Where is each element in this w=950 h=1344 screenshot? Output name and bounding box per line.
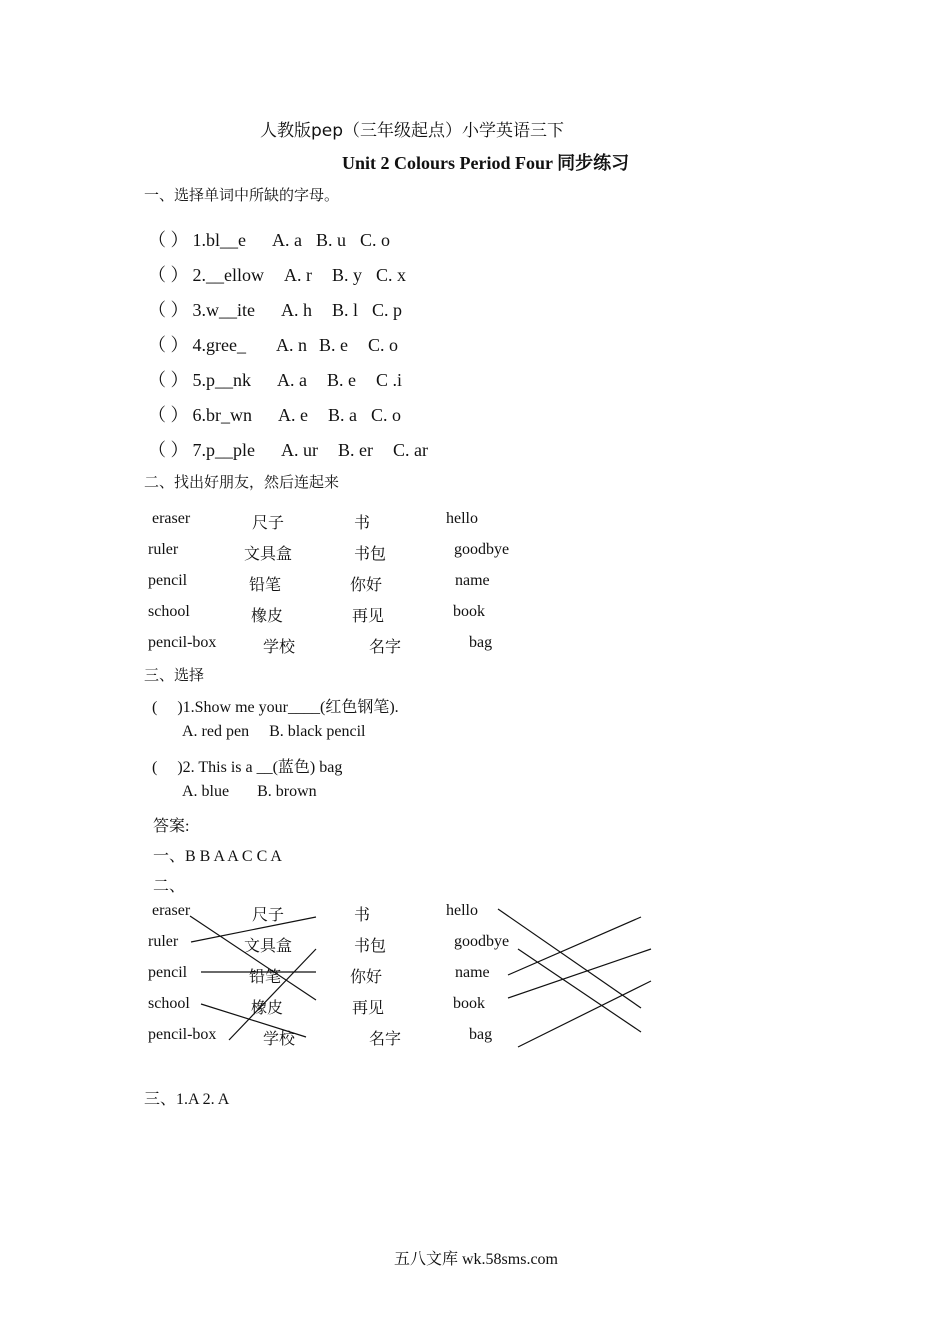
- answers-heading: 答案:: [153, 818, 190, 835]
- match-line: [498, 909, 641, 1008]
- option-c: C .i: [376, 370, 403, 390]
- page-title: 人教版pep（三年级起点）小学英语三下: [260, 121, 565, 141]
- option-c: C. o: [360, 230, 391, 250]
- match-word: hello: [446, 902, 478, 919]
- match-word: 名字: [369, 639, 402, 656]
- option-c: C. p: [372, 300, 403, 320]
- match-line: [201, 1004, 306, 1037]
- match-line: [518, 949, 641, 1032]
- answer-paren: （ ）: [148, 370, 189, 390]
- match-word: 再见: [352, 608, 385, 625]
- choice-options-2: A. blue B. brown: [182, 783, 317, 800]
- match-word: goodbye: [454, 541, 510, 558]
- match-word: goodbye: [454, 933, 510, 950]
- option-a: A. r: [284, 265, 312, 285]
- question-word: 4.gree_: [192, 335, 246, 355]
- answer-section2-label: 二、: [153, 878, 186, 895]
- match-line: [518, 981, 651, 1047]
- answer-paren: （ ）: [148, 405, 189, 425]
- match-word: 你好: [350, 969, 383, 986]
- match-word: 名字: [369, 1031, 402, 1048]
- answer-section3: 三、1.A 2. A: [144, 1091, 230, 1108]
- option-a: A. e: [278, 405, 308, 425]
- match-word: pencil-box: [148, 634, 217, 651]
- match-word: book: [453, 995, 485, 1012]
- match-word: hello: [446, 510, 478, 527]
- answer-paren: （ ）: [148, 265, 189, 285]
- match-word: 书包: [354, 546, 387, 563]
- answer-paren: （ ）: [148, 440, 189, 460]
- match-word: 学校: [263, 1031, 296, 1048]
- section3-heading: 三、选择: [144, 668, 205, 684]
- match-word: bag: [469, 1026, 493, 1043]
- match-word: 书: [354, 907, 371, 924]
- option-c: C. x: [376, 265, 407, 285]
- page-subtitle: Unit 2 Colours Period Four 同步练习: [342, 153, 630, 173]
- match-word: name: [455, 572, 490, 589]
- answer-paren: （ ）: [148, 335, 189, 355]
- option-b: B. er: [338, 440, 373, 460]
- match-word: pencil-box: [148, 1026, 217, 1043]
- option-a: A. ur: [281, 440, 318, 460]
- option-c: C. o: [367, 335, 398, 355]
- choice-question-2: ( )2. This is a __(蓝色) bag: [152, 759, 343, 776]
- option-b: B. y: [332, 265, 363, 285]
- match-word: school: [148, 603, 190, 620]
- match-word: 书: [354, 515, 371, 532]
- question-word: 7.p__ple: [192, 440, 255, 460]
- match-word: 文具盒: [244, 938, 293, 955]
- match-word: 铅笔: [249, 969, 282, 986]
- option-a: A. a: [272, 230, 302, 250]
- option-a: A. h: [281, 300, 312, 320]
- match-word: 再见: [352, 1000, 385, 1017]
- match-word: eraser: [152, 510, 191, 527]
- section2-heading: 二、找出好朋友，然后连起来: [144, 475, 340, 491]
- answer-paren: （ ）: [148, 230, 189, 250]
- match-word: school: [148, 995, 190, 1012]
- option-b: B. e: [318, 335, 348, 355]
- question-word: 3.w__ite: [192, 300, 255, 320]
- match-word: ruler: [148, 933, 179, 950]
- match-word: pencil: [148, 572, 188, 589]
- match-line: [190, 916, 316, 1000]
- match-word: 铅笔: [249, 577, 282, 594]
- match-word: 尺子: [252, 515, 285, 532]
- question-word: 5.p__nk: [192, 370, 251, 390]
- match-word: eraser: [152, 902, 191, 919]
- match-word: 尺子: [252, 907, 285, 924]
- match-line: [508, 917, 641, 975]
- option-c: C. o: [371, 405, 402, 425]
- match-word: 学校: [263, 639, 296, 656]
- match-word: 橡皮: [251, 1000, 284, 1017]
- section1-heading: 一、选择单词中所缺的字母。: [144, 188, 340, 204]
- match-word: 你好: [350, 577, 383, 594]
- question-word: 6.br_wn: [192, 405, 252, 425]
- match-word: bag: [469, 634, 493, 651]
- footer-watermark: 五八文库 wk.58sms.com: [394, 1251, 559, 1268]
- match-word: pencil: [148, 964, 188, 981]
- match-word: 文具盒: [244, 546, 293, 563]
- choice-question-1: ( )1.Show me your____(红色钢笔).: [152, 699, 399, 716]
- option-c: C. ar: [393, 440, 428, 460]
- answer-paren: （ ）: [148, 300, 189, 320]
- match-word: ruler: [148, 541, 179, 558]
- option-b: B. e: [327, 370, 356, 390]
- match-word: 书包: [354, 938, 387, 955]
- option-b: B. u: [316, 230, 347, 250]
- option-a: A. a: [277, 370, 307, 390]
- question-word: 2.__ellow: [192, 265, 264, 285]
- option-b: B. a: [328, 405, 357, 425]
- option-b: B. l: [332, 300, 359, 320]
- match-word: name: [455, 964, 490, 981]
- match-word: 橡皮: [251, 608, 284, 625]
- option-a: A. n: [275, 335, 307, 355]
- answer-section1: 一、B B A A C C A: [153, 848, 282, 865]
- question-word: 1.bl__e: [192, 230, 246, 250]
- choice-options-1: A. red pen B. black pencil: [182, 723, 366, 740]
- match-word: book: [453, 603, 485, 620]
